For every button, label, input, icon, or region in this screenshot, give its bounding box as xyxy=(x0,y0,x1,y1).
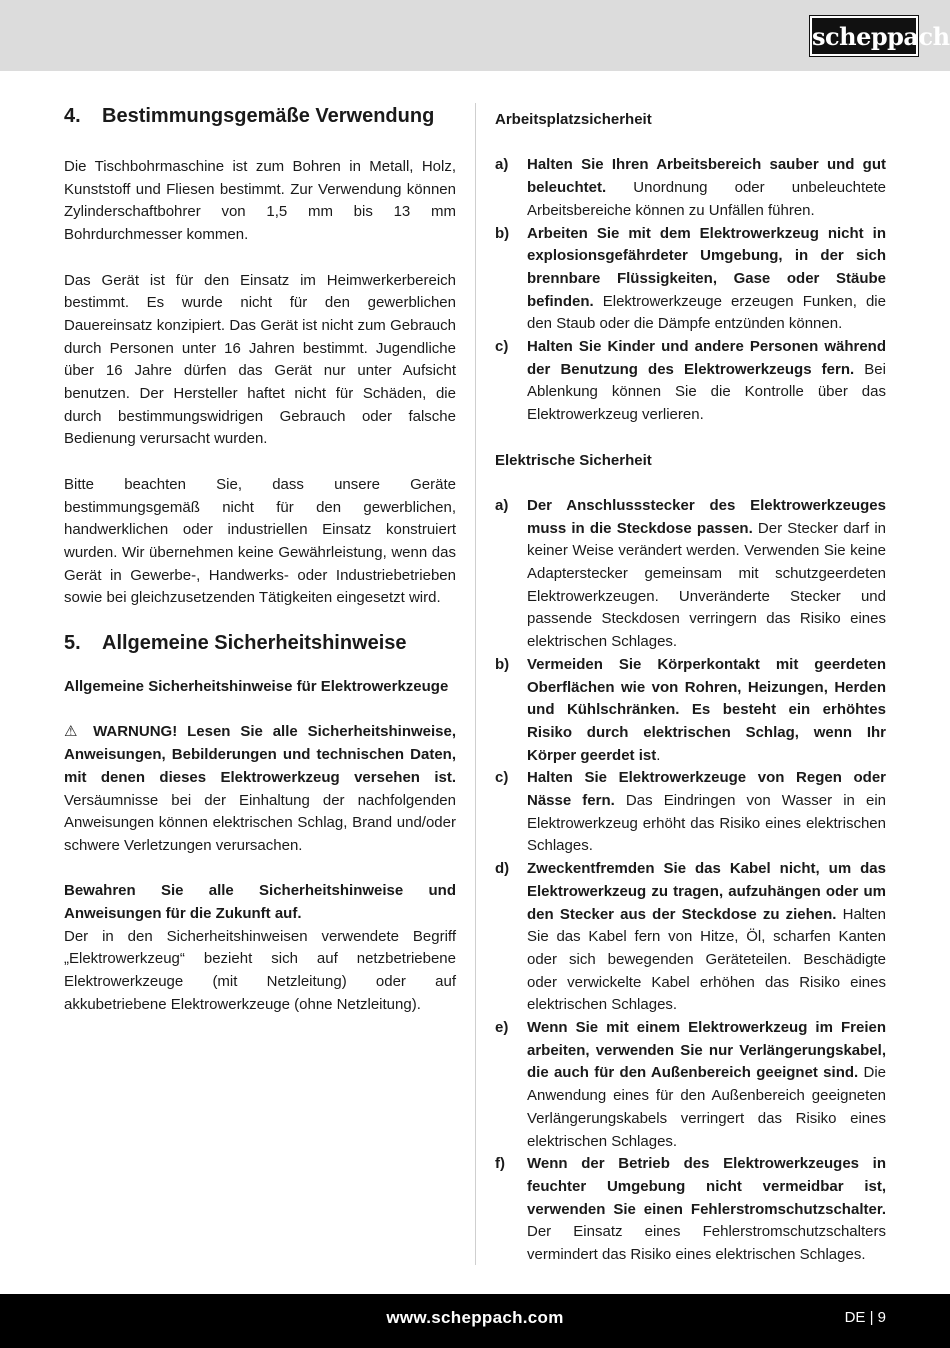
warning-icon: ⚠ xyxy=(64,723,84,741)
section-5-subheading: Allgemeine Sicherheitshinweise für Elektrowerkzeuge xyxy=(64,678,449,696)
keep-instructions-bold: Bewahren Sie alle Sicherheitshinweise und Anweisungen für die Zukunft auf. xyxy=(64,882,456,923)
electrical-safety-heading: Elektrische Sicherheit xyxy=(495,451,652,469)
list-item-text xyxy=(527,223,886,337)
header-bar xyxy=(0,0,950,71)
electrical-safety-item xyxy=(495,1153,886,1267)
list-item-label: a) xyxy=(495,156,509,174)
list-item-bold-text: Vermeiden Sie Körperkontakt mit geerdeten Oberflächen wie von Rohren, Heizungen, Herden und Kühlschränken. Es besteht ein erhöhtes Risiko durch elektrischen Schlag, wenn Ihr Körper geerdet ist xyxy=(527,655,886,764)
list-item-text xyxy=(527,336,886,427)
section-4-number: 4. xyxy=(64,105,81,127)
section-5-number: 5. xyxy=(64,632,81,655)
footer-bar xyxy=(0,1294,950,1348)
list-item-plain-text: Das Eindringen von Wasser in ein Elektrowerkzeug erhöht das Risiko eines elektrischen Schlages. xyxy=(527,792,886,855)
list-item-text xyxy=(527,767,886,858)
list-item-label: e) xyxy=(495,1019,509,1037)
electrical-safety-item xyxy=(495,1017,886,1153)
list-item-plain-text: . xyxy=(656,746,661,764)
list-item-bold-text: Wenn Sie mit einem Elektrowerkzeug im Freien arbeiten, verwenden Sie nur Verlängerungskabel, die auch für den Außenbereich geeignet sind. xyxy=(527,1019,886,1082)
list-item-label: c) xyxy=(495,769,509,787)
list-item-bold-text: Halten Sie Ihren Arbeitsbereich sauber und gut beleuchtet. xyxy=(527,156,886,197)
workplace-safety-heading: Arbeitsplatzsicherheit xyxy=(495,111,652,128)
list-item-text xyxy=(527,1017,886,1153)
page-number: DE | 9 xyxy=(844,1309,886,1326)
warning-text: Versäumnisse bei der Einhaltung der nachfolgenden Anweisungen können elektrischen Schlag, Brand und/oder schwere Verletzungen verursachen. xyxy=(64,791,456,854)
list-item-plain-text: Der Einsatz eines Fehlerstromschutzschalters vermindert das Risiko eines elektrischen Schlages. xyxy=(527,1223,886,1264)
intended-use-paragraph-2: Das Gerät ist für den Einsatz im Heimwerkerbereich bestimmt. Es wurde nicht für den gewerblichen Dauereinsatz konzipiert. Das Gerät ist nicht zum Gebrauch durch Personen unter 16 Jahren bestimmt. Jugendliche über 16 Jahre dürfen das Gerät nur unter Aufsicht benutzen. Der Hersteller haftet nicht für Schäden, die durch bestimmungswidrigen Gebrauch oder falsche Bedienung verursacht wurden. xyxy=(64,271,456,448)
list-item-label: f) xyxy=(495,1155,505,1173)
intended-use-paragraph-3: Bitte beachten Sie, dass unsere Geräte bestimmungsgemäß nicht für den gewerblichen, handwerklichen oder industriellen Einsatz konstruiert wurden. Wir übernehmen keine Gewährleistung, wenn das Gerät in Gewerbe-, Handwerks- oder Industriebetrieben sowie bei gleichzusetzenden Tätigkeiten eingesetzt wird. xyxy=(64,475,456,607)
list-item-plain-text: Bei Ablenkung können Sie die Kontrolle über das Elektrowerkzeug verlieren. xyxy=(527,360,886,424)
keep-instructions-text: Der in den Sicherheitshinweisen verwendete Begriff „Elektrowerkzeug“ bezieht sich auf netzbetriebene Elektrowerkzeuge (mit Netzleitung) oder auf akkubetriebene Elektrowerkzeuge (ohne Netzleitung). xyxy=(64,927,456,1013)
electrical-safety-item xyxy=(495,495,886,654)
keep-instructions-paragraph xyxy=(64,880,456,1016)
list-item-text xyxy=(527,654,886,768)
list-item-text xyxy=(527,858,886,1017)
left-column xyxy=(64,103,456,1017)
list-item-bold-text: Der Anschlussstecker des Elektrowerkzeuges muss in die Steckdose passen. xyxy=(527,496,886,537)
list-item-label: b) xyxy=(495,655,510,673)
warning-paragraph xyxy=(64,721,456,857)
list-item-bold-text: Wenn der Betrieb des Elektrowerkzeuges in feuchter Umgebung nicht vermeidbar ist, verwenden Sie einen Fehlerstromschutzschalter. xyxy=(527,1155,886,1218)
list-item-plain-text: Unordnung oder unbeleuchtete Arbeitsbereiche können zu Unfällen führen. xyxy=(527,179,886,219)
list-item-text xyxy=(527,495,886,654)
list-item-label: c) xyxy=(495,338,509,356)
footer-url: www.scheppach.com xyxy=(386,1308,564,1327)
workplace-safety-item xyxy=(495,223,886,337)
section-5-heading xyxy=(64,630,456,656)
column-divider xyxy=(475,103,476,1265)
list-item-plain-text: Der Stecker darf in keiner Weise verändert werden. Verwenden Sie keine Adapterstecker gemeinsam mit schutzgeerdeten Elektrowerkzeugen. Unveränderte Stecker und passende Steckdosen verringern das Risiko eines elektrischen Schlages. xyxy=(527,519,886,651)
right-column xyxy=(495,103,886,1267)
list-item-text xyxy=(527,154,886,222)
section-4-title: Bestimmungsgemäße Verwendung xyxy=(102,105,435,127)
electrical-safety-item xyxy=(495,767,886,858)
scheppach-logo: scheppach xyxy=(810,16,918,56)
electrical-safety-item xyxy=(495,858,886,1017)
list-item-bold-text: Zweckentfremden Sie das Kabel nicht, um das Elektrowerkzeug zu tragen, aufzuhängen oder um den Stecker aus der Steckdose zu ziehen. xyxy=(527,860,886,923)
electrical-safety-list xyxy=(495,495,886,1267)
list-item-bold-text: Arbeiten Sie mit dem Elektrowerkzeug nicht in explosionsgefährdeter Umgebung, in der sich brennbare Flüssigkeiten, Gase oder Stäube befinden. xyxy=(527,224,886,310)
list-item-plain-text: Die Anwendung eines für den Außenbereich geeigneten Verlängerungskabels verringert das Risiko eines elektrischen Schlages. xyxy=(527,1064,886,1150)
workplace-safety-item xyxy=(495,154,886,222)
warning-bold-text: WARNUNG! Lesen Sie alle Sicherheitshinweise, Anweisungen, Bebilderungen und technischen Daten, mit denen dieses Elektrowerkzeug versehen ist. xyxy=(64,723,457,786)
list-item-label: a) xyxy=(495,496,509,514)
list-item-text xyxy=(527,1153,886,1267)
workplace-safety-list xyxy=(495,154,886,426)
section-4-heading xyxy=(64,103,456,129)
list-item-label: d) xyxy=(495,860,510,878)
list-item-bold-text: Halten Sie Kinder und andere Personen während der Benutzung des Elektrowerkzeugs fern. xyxy=(527,338,886,378)
list-item-label: b) xyxy=(495,224,510,242)
list-item-bold-text: Halten Sie Elektrowerkzeuge von Regen oder Nässe fern. xyxy=(527,769,886,810)
workplace-safety-item xyxy=(495,336,886,427)
list-item-plain-text: Elektrowerkzeuge erzeugen Funken, die den Staub oder die Dämpfe entzünden können. xyxy=(527,292,886,333)
electrical-safety-item xyxy=(495,654,886,768)
intended-use-paragraph-1: Die Tischbohrmaschine ist zum Bohren in Metall, Holz, Kunststoff und Fliesen bestimmt. Zur Verwendung können Zylinderschaftbohrer von 1,5 mm bis 13 mm Bohrdurchmesser kommen. xyxy=(64,158,456,244)
section-5-title: Allgemeine Sicherheitshinweise xyxy=(102,632,407,655)
list-item-plain-text: Halten Sie das Kabel fern von Hitze, Öl, scharfen Kanten oder sich bewegenden Geräteteilen. Beschädigte oder verwickelte Kabel erhöhen das Risiko eines elektrischen Schlages. xyxy=(527,905,886,1014)
